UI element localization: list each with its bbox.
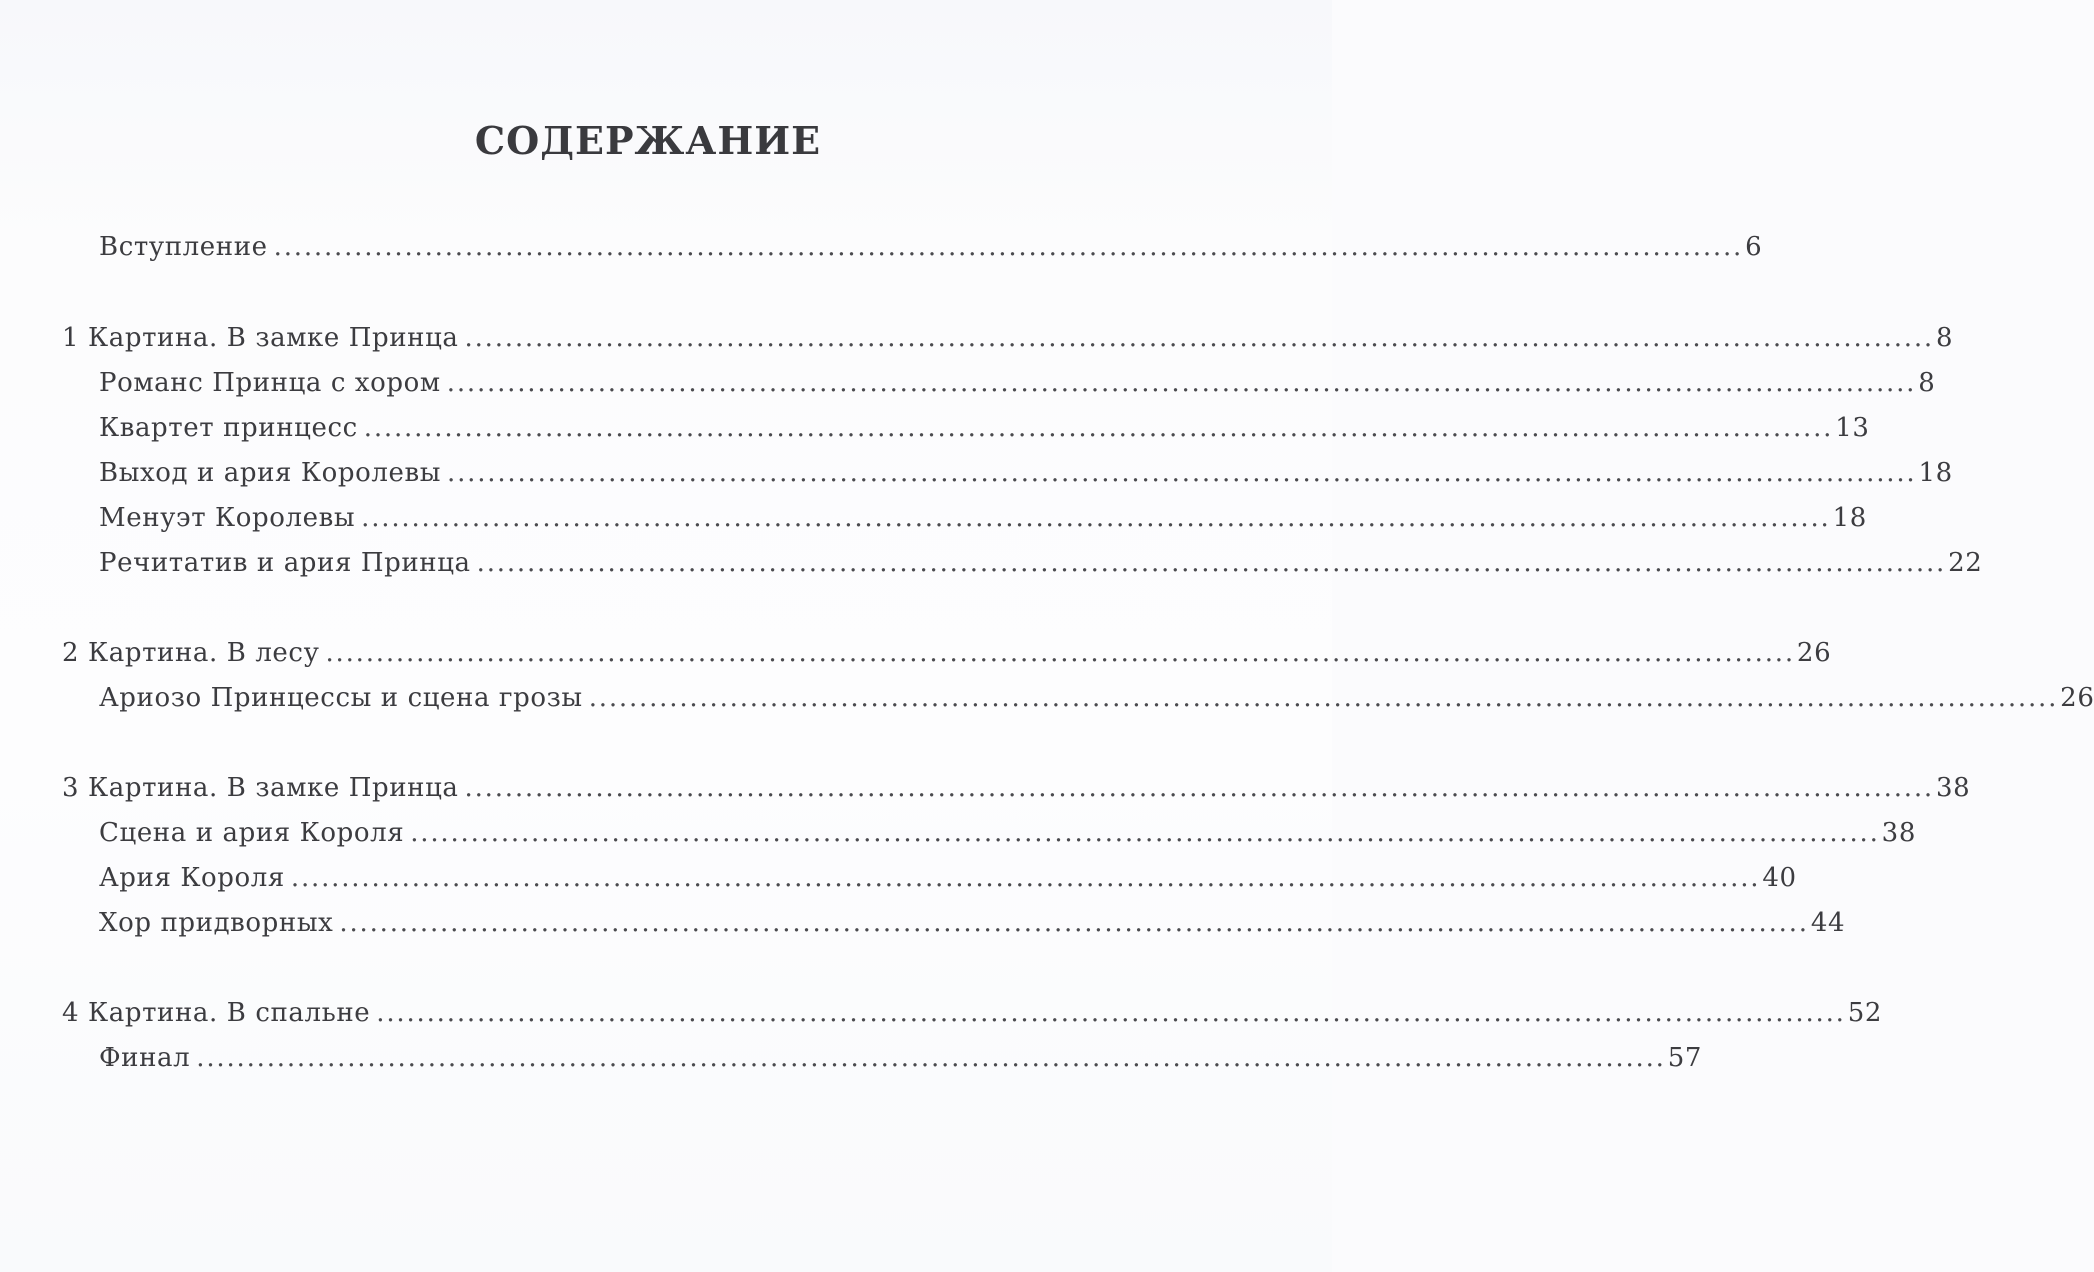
toc-entry [99, 818, 1916, 858]
toc-entry-page: 6 [1745, 232, 1763, 262]
toc-dot-leader: .................................................................................................................................................. [290, 863, 1761, 893]
toc-entry-label: Финал [99, 1043, 191, 1073]
toc-entry [99, 1043, 1702, 1083]
toc-entry-label: Хор придворных [99, 908, 334, 938]
toc-entry [62, 998, 1883, 1038]
toc-dot-leader: .................................................................................................................................................. [588, 683, 2059, 713]
toc-entry-page: 8 [1918, 368, 1936, 398]
toc-entry-label: 1 Картина. В замке Принца [62, 323, 459, 353]
toc-entry-page: 26 [1796, 638, 1832, 668]
toc-dot-leader: .................................................................................................................................................. [446, 368, 1917, 398]
toc-entry [99, 863, 1797, 903]
toc-entry [99, 368, 1936, 408]
toc-dot-leader: .................................................................................................................................................. [464, 773, 1934, 803]
page-title: СОДЕРЖАНИЕ [474, 118, 822, 163]
toc-entry-page: 38 [1881, 818, 1916, 848]
toc-entry-label: Речитатив и ария Принца [99, 548, 471, 578]
toc-entry-page: 8 [1935, 323, 1954, 353]
toc-entry-page: 18 [1832, 503, 1867, 533]
toc-entry [99, 548, 1983, 588]
toc-entry-label: Ария Короля [99, 863, 285, 893]
toc-entry-label: 3 Картина. В замке Принца [62, 773, 459, 803]
toc-dot-leader: .................................................................................................................................................. [273, 232, 1744, 262]
toc-entry-page: 22 [1948, 548, 1983, 578]
toc-entry [99, 232, 1763, 272]
toc-dot-leader: .................................................................................................................................................. [325, 638, 1795, 668]
toc-entry-label: Ариозо Принцессы и сцена грозы [99, 683, 583, 713]
toc-dot-leader: .................................................................................................................................................. [410, 818, 1880, 848]
toc-entry-label: Менуэт Королевы [99, 503, 356, 533]
toc-entry-label: 2 Картина. В лесу [62, 638, 320, 668]
toc-entry [99, 683, 2094, 723]
toc-entry-page: 40 [1762, 863, 1797, 893]
toc-entry-page: 44 [1810, 908, 1846, 938]
toc-entry-label: Выход и ария Королевы [99, 458, 442, 488]
toc-entry [62, 638, 1832, 678]
toc-entry-label: Романс Принца с хором [99, 368, 441, 398]
toc-entry-page: 57 [1667, 1043, 1702, 1073]
toc-dot-leader: .................................................................................................................................................. [339, 908, 1809, 938]
toc-entry-page: 26 [2060, 683, 2094, 713]
toc-entry-page: 38 [1935, 773, 1971, 803]
toc-entry-label: Сцена и ария Короля [99, 818, 405, 848]
toc-dot-leader: .................................................................................................................................................. [376, 998, 1846, 1028]
toc-entry [99, 413, 1870, 453]
toc-entry [62, 773, 1971, 813]
toc-dot-leader: .................................................................................................................................................. [361, 503, 1831, 533]
toc-dot-leader: .................................................................................................................................................. [464, 323, 1934, 353]
toc-entry-label: 4 Картина. В спальне [62, 998, 371, 1028]
toc-entry [99, 908, 1846, 948]
toc-entry-page: 13 [1835, 413, 1870, 443]
toc-entry-label: Квартет принцесс [99, 413, 358, 443]
toc-dot-leader: .................................................................................................................................................. [476, 548, 1947, 578]
toc-entry-label: Вступление [99, 232, 268, 262]
toc-entry [99, 503, 1867, 543]
toc-dot-leader: .................................................................................................................................................. [363, 413, 1834, 443]
toc-entry-page: 18 [1918, 458, 1953, 488]
toc-dot-leader: .................................................................................................................................................. [447, 458, 1917, 488]
toc-entry-page: 52 [1847, 998, 1883, 1028]
toc-entry [62, 323, 1954, 363]
toc-entry [99, 458, 1953, 498]
toc-dot-leader: .................................................................................................................................................. [196, 1043, 1666, 1073]
